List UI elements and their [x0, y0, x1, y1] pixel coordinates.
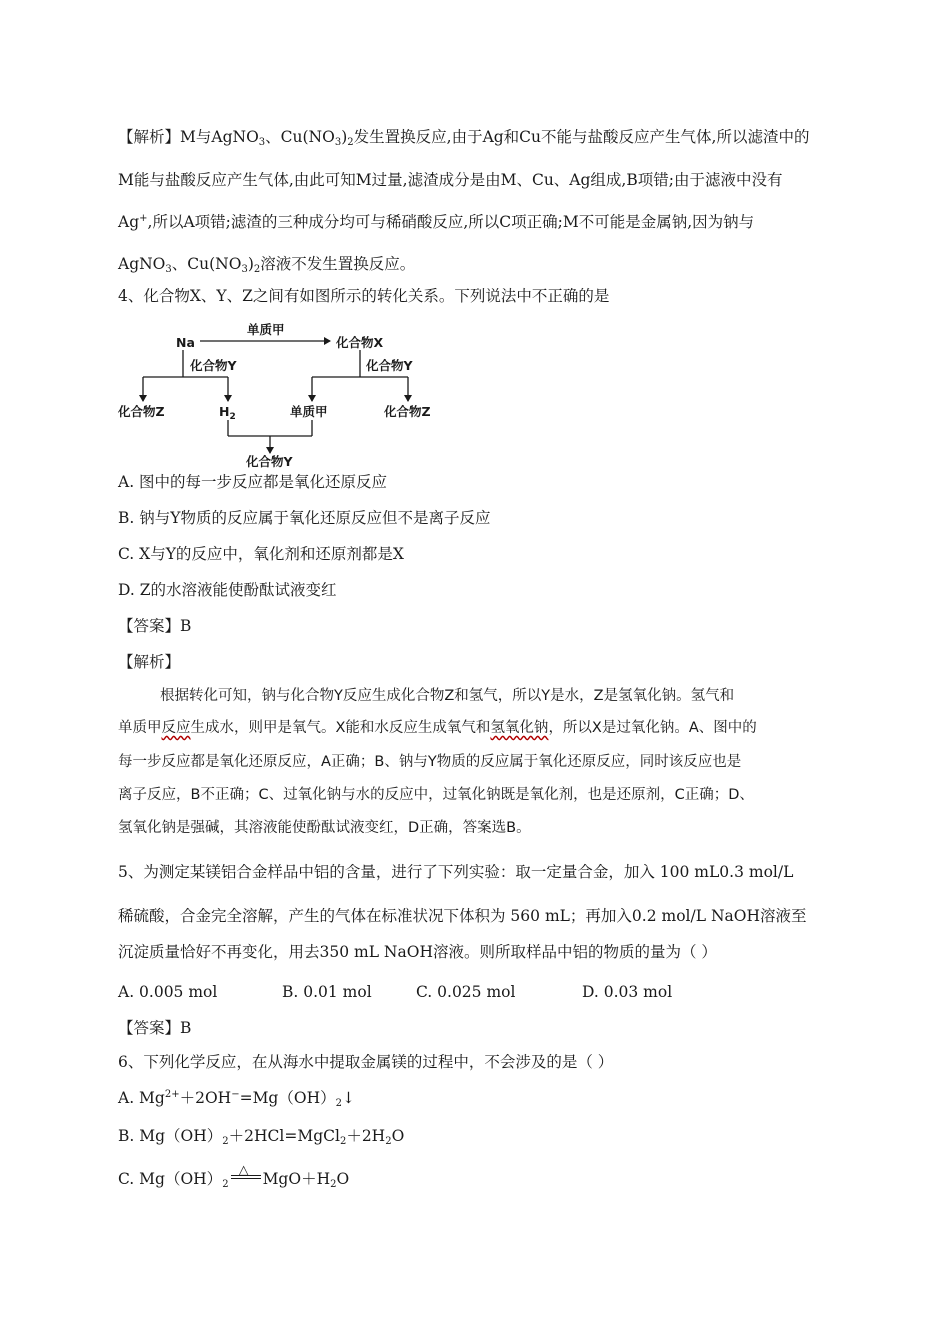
q5-option-a: A. 0.005 mol [118, 983, 218, 1001]
analysis-line-2: M能与盐酸反应产生气体,由此可知M过量,滤渣成分是由M、Cu、Ag组成,B项错;由于滤液中没有 [118, 171, 783, 189]
q5-answer: 【答案】B [118, 1019, 192, 1037]
question-4-stem: 4、化合物X、Y、Z之间有如图所示的转化关系。下列说法中不正确的是 [118, 287, 610, 305]
q4-option-b: B. 钠与Y物质的反应属于氧化还原反应但不是离子反应 [118, 509, 491, 527]
node-na: Na [176, 335, 195, 350]
q6-option-b: B. $Mg(OH)_2+2HCl=MgCl_2+2H_2O$ [118, 1127, 405, 1147]
q4-answer: 【答案】B [118, 617, 192, 635]
q5-option-b: B. 0.01 mol [282, 983, 372, 1001]
q5-option-d: D. 0.03 mol [582, 983, 673, 1001]
q6-option-c: C. $Mg(OH)_2$ △ $MgO+H_2O$ [118, 1163, 350, 1190]
analysis-line-3: Ag+,所以A项错;滤渣的三种成分均可与稀硝酸反应,所以C项正确;M不可能是金属钠,因为钠与 [118, 213, 755, 231]
q6-option-a: A. $Mg^{2+}+2OH^-=Mg(OH)_2↓$ [118, 1089, 355, 1109]
q4-option-a: A. 图中的每一步反应都是氧化还原反应 [118, 473, 388, 491]
q4-option-d: D. Z的水溶液能使酚酞试液变红 [118, 581, 337, 599]
q5-option-c: C. 0.025 mol [416, 983, 516, 1001]
question-5-line-3: 沉淀质量恰好不再变化，用去350 mL NaOH溶液。则所取样品中铝的物质的量为（ ） [118, 943, 717, 961]
analysis-line-4: AgNO$_3$、$Cu(NO_3)_2$溶液不发生置换反应。 [118, 255, 416, 275]
q4-analysis-line-2: 单质甲反应生成水，则甲是氧气。X能和水反应生成氧气和氢氧化钠，所以X是过氧化钠。A、图中的 [118, 720, 757, 736]
node-h2: $H_2$ [219, 404, 236, 422]
question-6-stem: 6、下列化学反应，在从海水中提取金属镁的过程中，不会涉及的是（ ） [118, 1053, 614, 1071]
analysis-tag: 【解析】 [118, 128, 181, 146]
node-danzhi-jia: 单质甲 [290, 404, 328, 419]
label-left-y: 化合物Y [190, 358, 237, 373]
node-compound-z-left: 化合物Z [118, 404, 165, 419]
conversion-diagram [0, 0, 950, 480]
q4-analysis-line-5: 氢氧化钠是强碱，其溶液能使酚酞试液变红，D正确，答案选B。 [118, 820, 531, 836]
node-compound-y-bottom: 化合物Y [246, 454, 293, 469]
q4-analysis-tag: 【解析】 [118, 653, 181, 671]
label-top-arrow: 单质甲 [247, 322, 285, 337]
question-5-line-1: 5、为测定某镁铝合金样品中铝的含量，进行了下列实验：取一定量合金，加入 100 mL0.3 mol/L [118, 863, 794, 881]
node-compound-z-right: 化合物Z [384, 404, 431, 419]
heat-condition-sign: △ [229, 1168, 263, 1188]
q4-analysis-line-1: 根据转化可知，钠与化合物Y反应生成化合物Z和氢气，所以Y是水，Z是氢氧化钠。氢气和 [160, 688, 735, 704]
q4-analysis-line-3: 每一步反应都是氧化还原反应，A正确；B、钠与Y物质的反应属于氧化还原反应，同时该反应也是 [118, 754, 742, 770]
analysis-line-1: 【解析】M与AgNO$_3$、$Cu(NO_3)_2$发生置换反应,由于Ag和Cu不能与盐酸反应产生气体,所以滤渣中的 [118, 128, 810, 148]
node-compound-x: 化合物X [336, 335, 384, 350]
label-right-y: 化合物Y [366, 358, 413, 373]
q4-option-c: C. X与Y的反应中，氧化剂和还原剂都是X [118, 545, 404, 563]
q4-analysis-line-4: 离子反应，B不正确；C、过氧化钠与水的反应中，过氧化钠既是氧化剂，也是还原剂，C正确；D、 [118, 787, 754, 803]
question-5-line-2: 稀硫酸，合金完全溶解，产生的气体在标准状况下体积为 560 mL；再加入0.2 mol/L NaOH溶液至 [118, 907, 807, 925]
